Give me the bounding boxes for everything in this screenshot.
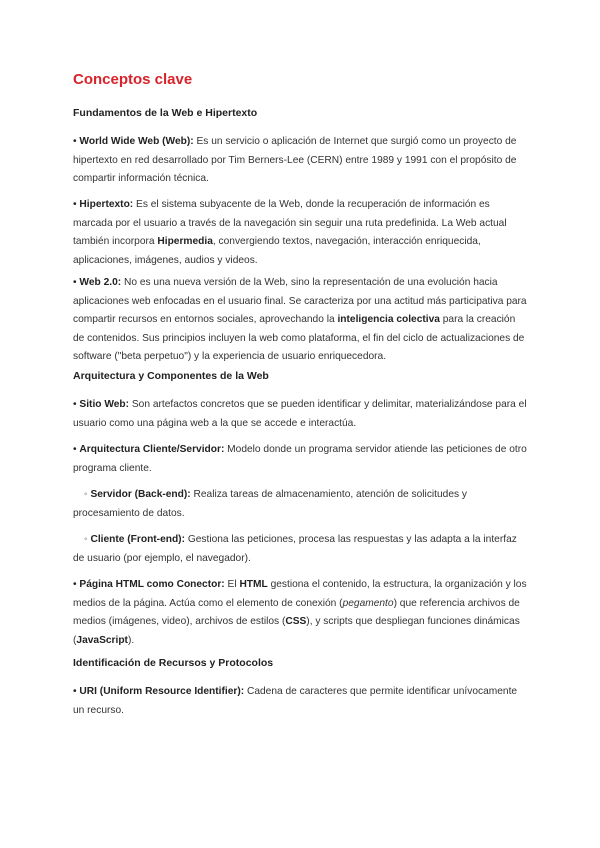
definition-text: Modelo donde un programa servidor atiende las peticiones de otro programa cliente.: [73, 444, 527, 474]
definition-text: No es una nueva versión de la Web, sino la representación de una evolución hacia aplicaciones web enfocadas en el usuario final. Se caracteriza por una actitud más participativa para compartir recursos en entornos sociales, aprovechando la: [73, 277, 527, 325]
term-hipertexto: Hipertexto:: [79, 199, 134, 210]
definition-text: ).: [127, 634, 135, 646]
definition-text: gestiona el contenido, la estructura, la organización y los medios de la página. Actúa como el elemento de conexión (: [73, 579, 527, 609]
paragraph-cliente-front-end: [73, 531, 528, 568]
paragraph-hipertexto: [73, 196, 528, 270]
bullet-icon: •: [73, 579, 77, 590]
term-sitio-web: Sitio Web:: [79, 399, 130, 410]
bullet-icon: •: [73, 136, 77, 147]
definition-text: ), y scripts que despliegan funciones dinámicas (: [73, 616, 520, 646]
definition-text: , convergiendo textos, navegación, interacción enriquecida, aplicaciones, imágenes, audios y videos.: [73, 236, 481, 266]
term-cliente-servidor: Arquitectura Cliente/Servidor:: [79, 444, 225, 455]
definition-text: Cadena de caracteres que permite identificar unívocamente un recurso.: [73, 686, 518, 716]
definition-text: Son artefactos concretos que se pueden identificar y delimitar, materializándose para el usuario como una página web a la que se accede e interactúa.: [73, 399, 527, 429]
paragraph-pagina-html: [73, 576, 528, 650]
definition-text: El: [224, 579, 240, 590]
paragraph-sitio-web: [73, 396, 528, 433]
bullet-icon: •: [73, 399, 77, 410]
sub-bullet-icon: ◦: [84, 534, 88, 545]
term-javascript: JavaScript: [76, 634, 128, 646]
section-heading-identificacion: Identificación de Recursos y Protocolos: [73, 657, 274, 669]
bullet-icon: •: [73, 277, 77, 288]
page-title: Conceptos clave: [73, 71, 193, 88]
term-hipermedia: Hipermedia: [157, 236, 213, 247]
paragraph-servidor-back-end: [73, 486, 528, 523]
paragraph-cliente-servidor: [73, 441, 528, 478]
term-pegamento: pegamento: [342, 597, 394, 609]
term-servidor: Servidor (Back-end):: [90, 489, 191, 500]
definition-text: Realiza tareas de almacenamiento, atención de solicitudes y procesamiento de datos.: [73, 489, 468, 519]
definition-text: Es el sistema subyacente de la Web, donde la recuperación de información es marcada por el usuario a través de la navegación sin seguir una ruta predefinida. La Web actual también incorpora: [73, 199, 507, 247]
term-cliente: Cliente (Front-end):: [90, 534, 185, 545]
term-pagina-html: Página HTML como Conector:: [79, 579, 225, 590]
paragraph-web-2-0: [73, 274, 528, 367]
sub-bullet-icon: ◦: [84, 489, 88, 500]
term-html: HTML: [239, 579, 268, 590]
definition-text: Es un servicio o aplicación de Internet que surgió como un proyecto de hipertexto en red desarrollado por Tim Berners-Lee (CERN) entre 1989 y 1991 con el propósito de compartir información técnica.: [73, 136, 517, 184]
term-world-wide-web: World Wide Web (Web):: [79, 136, 194, 147]
definition-text: para la creación de contenidos. Sus principios incluyen la web como plataforma, el fin del ciclo de actualizaciones de software ("beta perpetuo") y la experiencia de usuario enriquecedora.: [73, 314, 525, 362]
bullet-icon: •: [73, 199, 77, 210]
definition-text: Gestiona las peticiones, procesa las respuestas y las adapta a la interfaz de usuario (por ejemplo, el navegador).: [73, 534, 517, 564]
paragraph-world-wide-web: [73, 133, 528, 189]
paragraph-uri: [73, 683, 528, 720]
section-heading-arquitectura: Arquitectura y Componentes de la Web: [73, 370, 269, 382]
term-uri: URI (Uniform Resource Identifier):: [79, 686, 245, 697]
term-css: CSS: [285, 616, 307, 627]
section-heading-fundamentos: Fundamentos de la Web e Hipertexto: [73, 107, 258, 119]
bullet-icon: •: [73, 686, 77, 697]
bullet-icon: •: [73, 444, 77, 455]
term-inteligencia-colectiva: inteligencia colectiva: [337, 314, 440, 325]
term-web-2-0: Web 2.0:: [79, 277, 122, 288]
definition-text: ) que referencia archivos de medios (imágenes, video), archivos de estilos (: [73, 597, 520, 627]
